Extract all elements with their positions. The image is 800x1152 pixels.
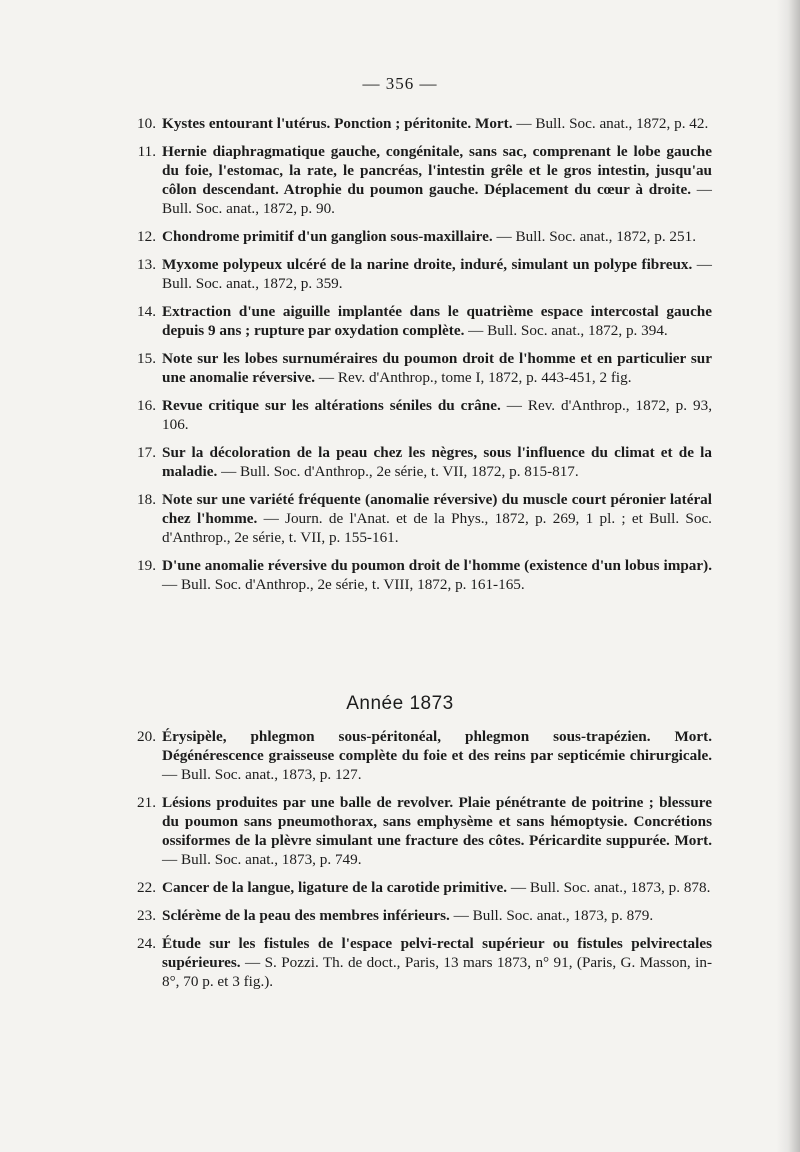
entry-number: 21. [137, 794, 156, 811]
entry-number: 13. [137, 256, 156, 273]
page-number: — 356 — [362, 74, 438, 93]
entry-title: Extraction d'une aiguille implantée dans le quatrième espace intercostal gauche depuis 9 ans ; rupture par oxydation complète. [162, 303, 712, 339]
bibliography-entry [122, 906, 712, 925]
entry-title: Sclérème de la peau des membres inférieurs. [162, 907, 450, 924]
entry-title: Myxome polypeux ulcéré de la narine droite, induré, simulant un polype fibreux. [162, 256, 693, 273]
bibliography-entry [122, 443, 712, 481]
entry-title: Sur la décoloration de la peau chez les nègres, sous l'influence du climat et de la maladie. [162, 444, 712, 480]
entry-reference: — Bull. Soc. anat., 1873, p. 879. [449, 907, 654, 924]
entry-number: 24. [137, 935, 156, 952]
entry-title: Note sur une variété fréquente (anomalie réversive) du muscle court péronier latéral chez l'homme. [162, 491, 712, 527]
entry-reference: — Bull. Soc. anat., 1872, p. 394. [464, 322, 668, 339]
bibliography-entry [122, 302, 712, 340]
entry-reference: — Bull. Soc. d'Anthrop., 2e série, t. VII, 1872, p. 815-817. [217, 463, 579, 480]
entry-number: 18. [137, 491, 156, 508]
page-edge-shadow [776, 0, 800, 1152]
entry-number: 10. [137, 115, 156, 132]
entry-reference: — Rev. d'Anthrop., tome I, 1872, p. 443-451, 2 fig. [315, 369, 632, 386]
entry-reference: — Bull. Soc. d'Anthrop., 2e série, t. VIII, 1872, p. 161-165. [162, 576, 525, 593]
bibliography-entry [122, 490, 712, 547]
bibliography-entry [122, 793, 712, 869]
entry-number: 11. [137, 143, 156, 160]
bibliography-entry [122, 934, 712, 991]
bibliography-entry [122, 255, 712, 293]
bibliography-entry [122, 227, 712, 246]
bibliography-entry [122, 142, 712, 218]
bibliography-entry [122, 396, 712, 434]
entry-reference: — Bull. Soc. anat., 1872, p. 42. [512, 115, 709, 132]
entry-title: Hernie diaphragmatique gauche, congénitale, sans sac, comprenant le lobe gauche du foie, l'estomac, la rate, le pancréas, l'intestin grêle et le gros intestin, jusqu'au côlon descendant. Atrophie du poumon gauche. Déplacement du cœur à droite. [162, 143, 712, 198]
entry-reference: — Bull. Soc. anat., 1872, p. 90. [162, 181, 712, 217]
entry-title: Étude sur les fistules de l'espace pelvi-rectal supérieur ou fistules pelvirectales supérieures. [162, 935, 712, 971]
entry-number: 15. [137, 350, 156, 367]
entry-number: 12. [137, 228, 156, 245]
entry-number: 17. [137, 444, 156, 461]
bibliography-entry [122, 556, 712, 594]
entry-number: 16. [137, 397, 156, 414]
entry-reference: — Rev. d'Anthrop., 1872, p. 93, 106. [162, 397, 712, 433]
entry-number: 20. [137, 728, 156, 745]
bibliography-entry [122, 878, 712, 897]
entry-reference: — Bull. Soc. anat., 1873, p. 878. [507, 879, 711, 896]
bibliography-entry [122, 727, 712, 784]
entry-number: 23. [137, 907, 156, 924]
entry-number: 14. [137, 303, 156, 320]
entry-reference: — Bull. Soc. anat., 1872, p. 251. [492, 228, 696, 245]
entry-reference: — S. Pozzi. Th. de doct., Paris, 13 mars 1873, n° 91, (Paris, G. Masson, in-8°, 70 p. et 3 fig.). [162, 954, 712, 990]
entry-title: D'une anomalie réversive du poumon droit de l'homme (existence d'un lobus impar). [162, 557, 712, 574]
entry-title: Lésions produites par une balle de revolver. Plaie pénétrante de poitrine ; blessure du poumon sans pneumothorax, sans emphysème et sans hémoptysie. Concrétions ossiformes de la plèvre simulant une fracture des côtes. Péricardite suppurée. Mort. [162, 794, 712, 849]
entry-title: Revue critique sur les altérations séniles du crâne. [162, 397, 501, 414]
entry-reference: — Bull. Soc. anat., 1873, p. 127. [162, 766, 362, 783]
bibliography-entry [122, 349, 712, 387]
entries-1873 [122, 727, 712, 1000]
entries-1872 [122, 114, 712, 603]
bibliography-entry [122, 114, 712, 133]
entry-title: Chondrome primitif d'un ganglion sous-maxillaire. [162, 228, 493, 245]
year-heading: Année 1873 [346, 693, 454, 714]
entry-title: Note sur les lobes surnuméraires du poumon droit de l'homme et en particulier sur une anomalie réversive. [162, 350, 712, 386]
entry-number: 22. [137, 879, 156, 896]
entry-number: 19. [137, 557, 156, 574]
entry-title: Kystes entourant l'utérus. Ponction ; péritonite. Mort. [162, 115, 513, 132]
entry-title: Cancer de la langue, ligature de la carotide primitive. [162, 879, 508, 896]
entry-reference: — Bull. Soc. anat., 1873, p. 749. [162, 851, 362, 868]
entry-reference: — Bull. Soc. anat., 1872, p. 359. [162, 256, 712, 292]
entry-title: Érysipèle, phlegmon sous-péritonéal, phlegmon sous-trapézien. Mort. Dégénérescence graisseuse complète du foie et des reins par septicémie chirurgicale. [162, 728, 712, 764]
entry-reference: — Journ. de l'Anat. et de la Phys., 1872, p. 269, 1 pl. ; et Bull. Soc. d'Anthrop., 2e série, t. VII, p. 155-161. [162, 510, 712, 546]
